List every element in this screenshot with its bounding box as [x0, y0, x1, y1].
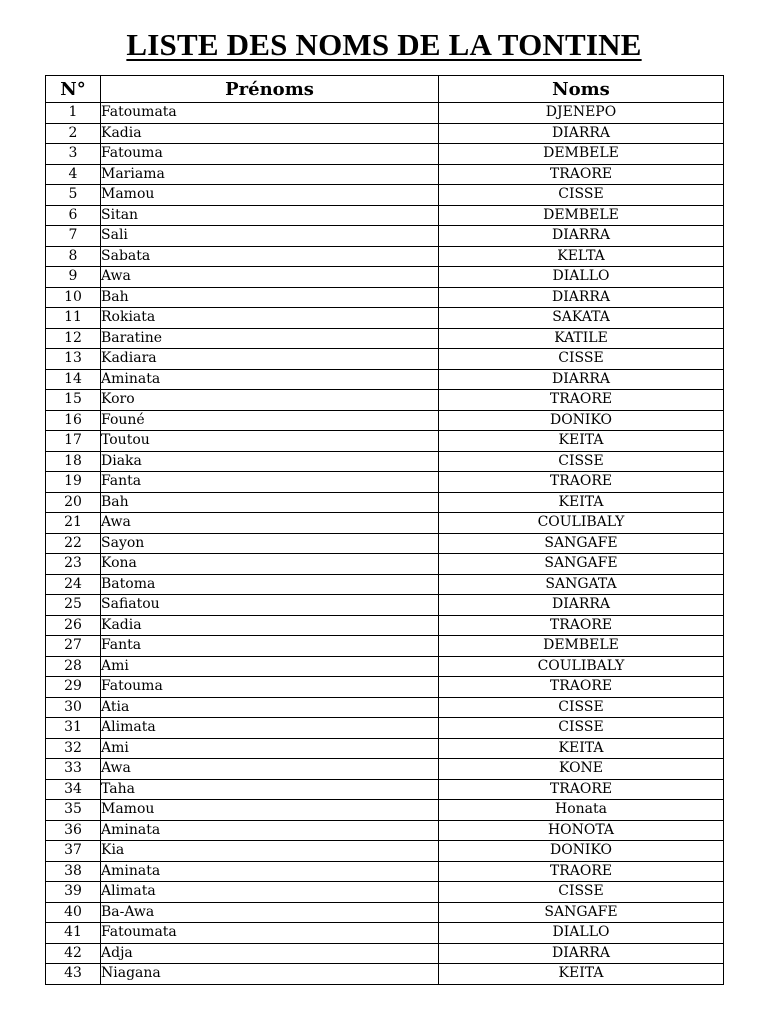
row-last-name: DIARRA — [439, 287, 724, 308]
row-number: 19 — [46, 472, 101, 493]
table-row — [46, 800, 724, 821]
header-number: N° — [46, 76, 101, 103]
row-first-name: Aminata — [101, 820, 439, 841]
row-last-name: TRAORE — [439, 677, 724, 698]
table-row — [46, 574, 724, 595]
table-row — [46, 472, 724, 493]
row-number: 29 — [46, 677, 101, 698]
row-number: 12 — [46, 328, 101, 349]
table-row — [46, 328, 724, 349]
row-first-name: Batoma — [101, 574, 439, 595]
table-row — [46, 185, 724, 206]
row-number: 4 — [46, 164, 101, 185]
row-last-name: DIALLO — [439, 923, 724, 944]
row-number: 33 — [46, 759, 101, 780]
row-last-name: DIARRA — [439, 226, 724, 247]
row-first-name: Kona — [101, 554, 439, 575]
table-row — [46, 267, 724, 288]
row-last-name: DEMBELE — [439, 205, 724, 226]
row-number: 18 — [46, 451, 101, 472]
row-last-name: TRAORE — [439, 164, 724, 185]
table-row — [46, 144, 724, 165]
row-last-name: SANGAFE — [439, 554, 724, 575]
row-last-name: KELTA — [439, 246, 724, 267]
row-number: 34 — [46, 779, 101, 800]
row-first-name: Sabata — [101, 246, 439, 267]
table-row — [46, 390, 724, 411]
table-row — [46, 554, 724, 575]
table-row — [46, 677, 724, 698]
row-first-name: Ba-Awa — [101, 902, 439, 923]
row-last-name: SAKATA — [439, 308, 724, 329]
row-first-name: Taha — [101, 779, 439, 800]
row-number: 2 — [46, 123, 101, 144]
row-last-name: DIARRA — [439, 943, 724, 964]
row-first-name: Awa — [101, 267, 439, 288]
row-first-name: Diaka — [101, 451, 439, 472]
row-number: 3 — [46, 144, 101, 165]
row-number: 40 — [46, 902, 101, 923]
row-last-name: DIARRA — [439, 595, 724, 616]
row-number: 24 — [46, 574, 101, 595]
row-number: 7 — [46, 226, 101, 247]
row-first-name: Sayon — [101, 533, 439, 554]
row-number: 27 — [46, 636, 101, 657]
table-row — [46, 595, 724, 616]
row-last-name: SANGAFE — [439, 533, 724, 554]
row-number: 28 — [46, 656, 101, 677]
row-last-name: KONE — [439, 759, 724, 780]
row-number: 23 — [46, 554, 101, 575]
row-last-name: CISSE — [439, 718, 724, 739]
row-last-name: TRAORE — [439, 472, 724, 493]
row-first-name: Alimata — [101, 882, 439, 903]
row-first-name: Bah — [101, 287, 439, 308]
row-last-name: SANGAFE — [439, 902, 724, 923]
row-number: 1 — [46, 103, 101, 124]
row-number: 38 — [46, 861, 101, 882]
table-row — [46, 841, 724, 862]
row-last-name: DONIKO — [439, 410, 724, 431]
row-last-name: CISSE — [439, 882, 724, 903]
table-row — [46, 656, 724, 677]
table-row — [46, 123, 724, 144]
row-last-name: KEITA — [439, 738, 724, 759]
row-last-name: HONOTA — [439, 820, 724, 841]
row-number: 39 — [46, 882, 101, 903]
row-number: 16 — [46, 410, 101, 431]
row-last-name: COULIBALY — [439, 513, 724, 534]
row-first-name: Bah — [101, 492, 439, 513]
header-last-name: Noms — [439, 76, 724, 103]
table-row — [46, 779, 724, 800]
table-row — [46, 964, 724, 985]
table-row — [46, 513, 724, 534]
table-row — [46, 205, 724, 226]
row-last-name: TRAORE — [439, 779, 724, 800]
row-number: 41 — [46, 923, 101, 944]
row-last-name: SANGATA — [439, 574, 724, 595]
row-number: 10 — [46, 287, 101, 308]
row-number: 35 — [46, 800, 101, 821]
row-first-name: Alimata — [101, 718, 439, 739]
row-last-name: CISSE — [439, 185, 724, 206]
row-last-name: DJENEPO — [439, 103, 724, 124]
table-row — [46, 369, 724, 390]
row-first-name: Fatoumata — [101, 103, 439, 124]
row-number: 26 — [46, 615, 101, 636]
row-first-name: Awa — [101, 759, 439, 780]
header-first-name: Prénoms — [101, 76, 439, 103]
table-row — [46, 492, 724, 513]
row-last-name: KEITA — [439, 431, 724, 452]
row-first-name: Fatouma — [101, 144, 439, 165]
table-row — [46, 533, 724, 554]
row-first-name: Sitan — [101, 205, 439, 226]
row-first-name: Fatouma — [101, 677, 439, 698]
row-first-name: Niagana — [101, 964, 439, 985]
table-row — [46, 287, 724, 308]
table-row — [46, 349, 724, 370]
row-first-name: Ami — [101, 656, 439, 677]
table-row — [46, 164, 724, 185]
row-last-name: DIALLO — [439, 267, 724, 288]
row-first-name: Koro — [101, 390, 439, 411]
members-table — [45, 75, 724, 985]
table-row — [46, 738, 724, 759]
row-first-name: Kadia — [101, 123, 439, 144]
row-number: 31 — [46, 718, 101, 739]
table-row — [46, 718, 724, 739]
row-last-name: TRAORE — [439, 861, 724, 882]
row-number: 22 — [46, 533, 101, 554]
row-first-name: Mariama — [101, 164, 439, 185]
row-first-name: Ami — [101, 738, 439, 759]
row-first-name: Fatoumata — [101, 923, 439, 944]
row-number: 6 — [46, 205, 101, 226]
row-number: 36 — [46, 820, 101, 841]
row-number: 25 — [46, 595, 101, 616]
row-last-name: CISSE — [439, 451, 724, 472]
table-row — [46, 882, 724, 903]
row-first-name: Sali — [101, 226, 439, 247]
table-row — [46, 636, 724, 657]
row-last-name: KEITA — [439, 964, 724, 985]
row-number: 30 — [46, 697, 101, 718]
table-row — [46, 615, 724, 636]
row-first-name: Adja — [101, 943, 439, 964]
document-title — [0, 26, 768, 64]
row-first-name: Toutou — [101, 431, 439, 452]
row-number: 8 — [46, 246, 101, 267]
row-last-name: TRAORE — [439, 390, 724, 411]
row-number: 42 — [46, 943, 101, 964]
row-last-name: DEMBELE — [439, 144, 724, 165]
row-number: 43 — [46, 964, 101, 985]
row-number: 11 — [46, 308, 101, 329]
table-row — [46, 820, 724, 841]
row-first-name: Mamou — [101, 800, 439, 821]
row-first-name: Awa — [101, 513, 439, 534]
row-number: 14 — [46, 369, 101, 390]
row-last-name: DIARRA — [439, 369, 724, 390]
row-first-name: Aminata — [101, 861, 439, 882]
table-header-row — [46, 76, 724, 103]
row-last-name: DEMBELE — [439, 636, 724, 657]
row-number: 21 — [46, 513, 101, 534]
row-first-name: Atia — [101, 697, 439, 718]
row-number: 5 — [46, 185, 101, 206]
row-first-name: Kadia — [101, 615, 439, 636]
row-number: 17 — [46, 431, 101, 452]
row-last-name: DONIKO — [439, 841, 724, 862]
row-last-name: KATILE — [439, 328, 724, 349]
table-row — [46, 246, 724, 267]
row-first-name: Mamou — [101, 185, 439, 206]
table-row — [46, 697, 724, 718]
row-first-name: Fanta — [101, 636, 439, 657]
table-row — [46, 226, 724, 247]
row-number: 20 — [46, 492, 101, 513]
row-first-name: Kadiara — [101, 349, 439, 370]
table-row — [46, 451, 724, 472]
row-number: 9 — [46, 267, 101, 288]
document-title-text: LISTE DES NOMS DE LA TONTINE — [126, 27, 642, 62]
row-last-name: CISSE — [439, 697, 724, 718]
row-first-name: Fanta — [101, 472, 439, 493]
row-first-name: Founé — [101, 410, 439, 431]
row-first-name: Baratine — [101, 328, 439, 349]
row-number: 37 — [46, 841, 101, 862]
row-first-name: Rokiata — [101, 308, 439, 329]
table-row — [46, 308, 724, 329]
row-first-name: Aminata — [101, 369, 439, 390]
row-first-name: Safiatou — [101, 595, 439, 616]
table-row — [46, 759, 724, 780]
members-table-body — [46, 103, 724, 985]
row-number: 13 — [46, 349, 101, 370]
table-row — [46, 861, 724, 882]
table-row — [46, 923, 724, 944]
row-last-name: COULIBALY — [439, 656, 724, 677]
row-number: 32 — [46, 738, 101, 759]
table-row — [46, 103, 724, 124]
row-last-name: KEITA — [439, 492, 724, 513]
table-row — [46, 410, 724, 431]
row-number: 15 — [46, 390, 101, 411]
table-row — [46, 902, 724, 923]
table-row — [46, 431, 724, 452]
row-last-name: CISSE — [439, 349, 724, 370]
table-row — [46, 943, 724, 964]
row-first-name: Kia — [101, 841, 439, 862]
row-last-name: TRAORE — [439, 615, 724, 636]
row-last-name: Honata — [439, 800, 724, 821]
row-last-name: DIARRA — [439, 123, 724, 144]
